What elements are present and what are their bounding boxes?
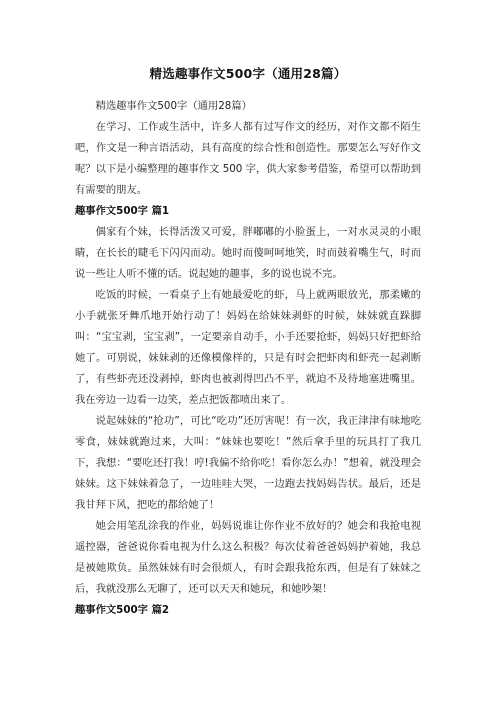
intro-paragraph: 在学习、工作或生活中，许多人都有过写作文的经历，对作文都不陌生吧，作文是一种言语活动，具有高度的综合性和创造性。那要怎么写好作文呢？以下是小编整理的趣事作文 500 字，供大家参考借鉴，希望可以帮助到有需要的朋友。: [75, 121, 421, 196]
document-title: 精选趣事作文500字（通用28篇）: [149, 66, 347, 81]
section-heading-1: 趣事作文500字 篇1: [75, 205, 170, 217]
section-1-paragraph-1: 偶家有个妹，长得活泼又可爱，胖嘟嘟的小脸蛋上，一对水灵灵的小眼睛，在长长的睫毛下闪闪而动。她时而傻呵呵地笑，时而鼓着嘴生气，时而说一些让人听不懂的话。说起她的趣事，多的说也说不完。: [75, 226, 421, 280]
section-1-paragraph-2: 吃饭的时候，一看桌子上有她最爱吃的虾，马上就两眼放光，那柔嫩的小手就张牙舞爪地开始行动了！妈妈在给妹妹剥虾的时候，妹妹就直跺脚叫：“宝宝剥，宝宝剥”，一定要亲自动手，小手还要抢虾，妈妈只好把虾给她了。可别说，妹妹剥的还像模像样的，只是有时会把虾肉和虾壳一起剥断了，有些虾壳还没剥掉，虾肉也被剥得凹凸不平，就迫不及待地塞进嘴里。我在旁边一边看一边笑，差点把饭都喷出来了。: [75, 289, 421, 406]
section-heading-2: 趣事作文500字 篇2: [75, 604, 170, 616]
intro-subtitle: 精选趣事作文500字（通用28篇）: [95, 100, 252, 112]
section-1-paragraph-4: 她会用笔乱涂我的作业，妈妈说谁让你作业不放好的？她会和我抢电视遥控器，爸爸说你看电视为什么这么积极？每次仗着爸爸妈妈护着她，我总是被她欺负。虽然妹妹有时会很烦人，有时会跟我抢东西，但是有了妹妹之后，我就没那么无聊了，还可以天天和她玩，和她吵架！: [75, 520, 421, 595]
section-1-paragraph-3: 说起妹妹的“抢功”，可比“吃功”还厉害呢！有一次，我正津津有味地吃零食，妹妹就跑过来，大叫：“妹妹也要吃！”然后拿手里的玩具打了我几下，我想：“要吃还打我！哼!我偏不给你吃！看你怎么办！”想着，就没理会妹妹。这下妹妹着急了，一边哇哇大哭，一边跑去找妈妈告状。最后，还是我甘拜下风，把吃的都给她了！: [75, 415, 421, 511]
